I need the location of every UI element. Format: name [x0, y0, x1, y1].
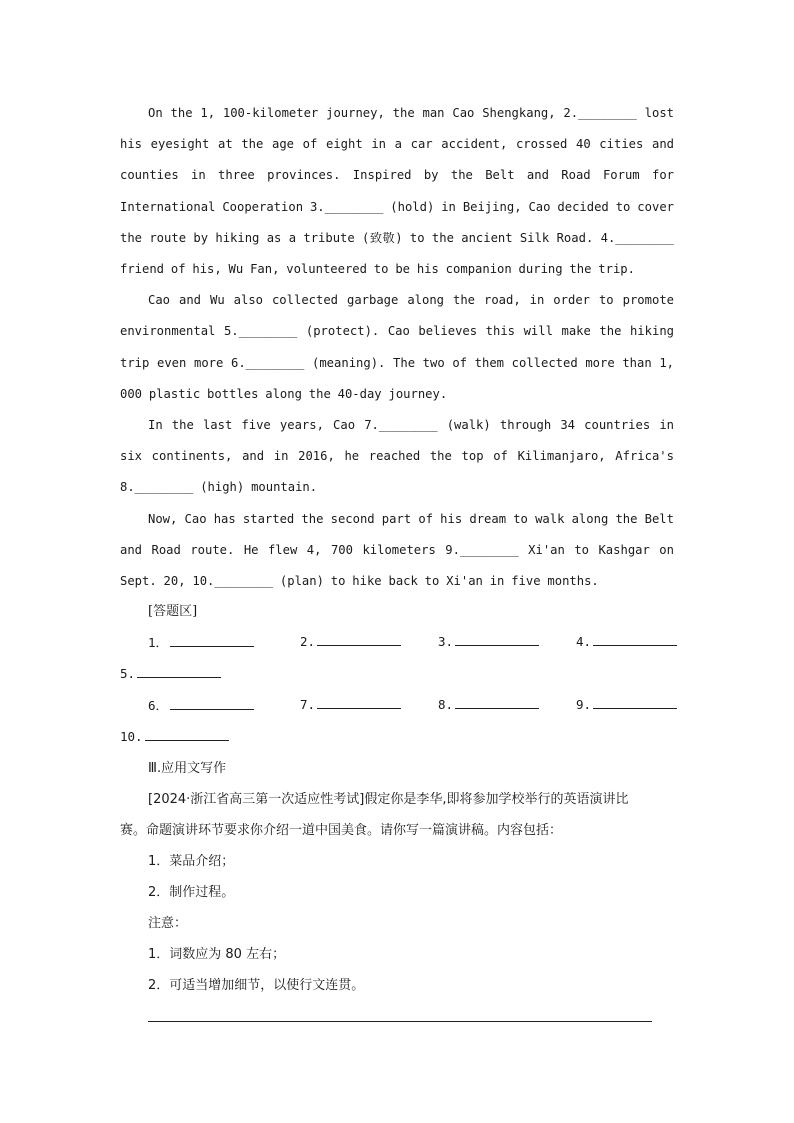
answer-item-3: [438, 633, 539, 649]
writing-prompt-line-2: 赛。命题演讲环节要求你介绍一道中国美食。请你写一篇演讲稿。内容包括：: [120, 823, 563, 838]
writing-prompt-line-1: [2024·浙江省高三第一次适应性考试]假定你是李华,即将参加学校举行的英语演讲比: [148, 792, 629, 807]
answer-item-8: [438, 696, 539, 712]
answer-blank-6[interactable]: [170, 697, 254, 710]
passage-paragraph-4: Now, Cao has started the second part of his dream to walk along the Belt and Road route. He flew 4, 700 kilometers 9.________ Xi'an to Kashgar on Sept. 20, 10.________ (plan) to hike back to Xi'an in five months.: [120, 511, 674, 589]
answer-row-3: [120, 690, 680, 722]
note-1: 1．词数应为 80 左右；: [148, 947, 286, 962]
answer-item-4: [576, 633, 677, 649]
answer-blank-1[interactable]: [170, 634, 254, 647]
answer-blank-5[interactable]: [137, 665, 221, 678]
section-title: Ⅲ.应用文写作: [148, 761, 227, 776]
answer-number: 5.: [120, 665, 136, 681]
answer-blank-8[interactable]: [455, 696, 539, 709]
answer-blank-9[interactable]: [593, 696, 677, 709]
answer-item-10: [120, 728, 229, 744]
answer-item-7: [300, 696, 401, 712]
writing-section: [120, 753, 680, 1001]
answer-item-1: [148, 633, 254, 651]
answer-row-2: [120, 659, 680, 691]
answer-item-9: [576, 696, 677, 712]
content-point-2: 2．制作过程。: [148, 885, 235, 900]
answer-number: 1．: [148, 635, 169, 650]
answer-item-2: [300, 633, 401, 649]
answer-blank-4[interactable]: [593, 633, 677, 646]
answer-number: 6．: [148, 698, 169, 713]
answer-number: 2.: [300, 634, 316, 649]
note-title: 注意：: [148, 916, 188, 931]
answer-number: 9.: [576, 697, 592, 712]
passage-paragraph-1: On the 1, 100-kilometer journey, the man Cao Shengkang, 2.________ lost his eyesight at the age of eight in a car accident, crossed 40 cities and counties in three provinces. Inspired by the Belt and Road Forum for International Cooperation 3.________ (hold) in Beijing, Cao decided to cover the route by hiking as a tribute (致敬) to the ancient Silk Road. 4.________ friend of his, Wu Fan, volunteered to be his companion during the trip.: [120, 106, 674, 277]
answer-row-4: [120, 722, 680, 754]
answer-blank-3[interactable]: [455, 633, 539, 646]
answer-row-1: [120, 627, 680, 659]
answer-number: 3.: [438, 634, 454, 649]
passage-paragraph-3: In the last five years, Cao 7.________ (walk) through 34 countries in six continents, and in 2016, he reached the top of Kilimanjaro, Africa's 8.________ (high) mountain.: [120, 418, 674, 495]
answer-area-label: [答题区]: [148, 604, 198, 619]
answer-item-6: [148, 696, 254, 714]
writing-answer-line[interactable]: [148, 1021, 652, 1022]
answer-number: 10.: [120, 728, 143, 744]
content-point-1: 1．菜品介绍；: [148, 854, 235, 869]
note-2: 2．可适当增加细节，以使行文连贯。: [148, 978, 365, 993]
answer-blank-2[interactable]: [317, 633, 401, 646]
answer-blank-7[interactable]: [317, 696, 401, 709]
answer-number: 4.: [576, 634, 592, 649]
passage-paragraph-2: Cao and Wu also collected garbage along the road, in order to promote environmental 5.________ (protect). Cao believes this will make the hiking trip even more 6.________ (meaning). The two of them collected more than 1, 000 plastic bottles along the 40-day journey.: [120, 293, 674, 401]
answer-blank-10[interactable]: [145, 728, 229, 741]
answer-number: 8.: [438, 697, 454, 712]
answer-item-5: [120, 665, 221, 681]
answer-number: 7.: [300, 697, 316, 712]
cloze-passage: [120, 98, 674, 597]
answer-area: [120, 597, 680, 753]
